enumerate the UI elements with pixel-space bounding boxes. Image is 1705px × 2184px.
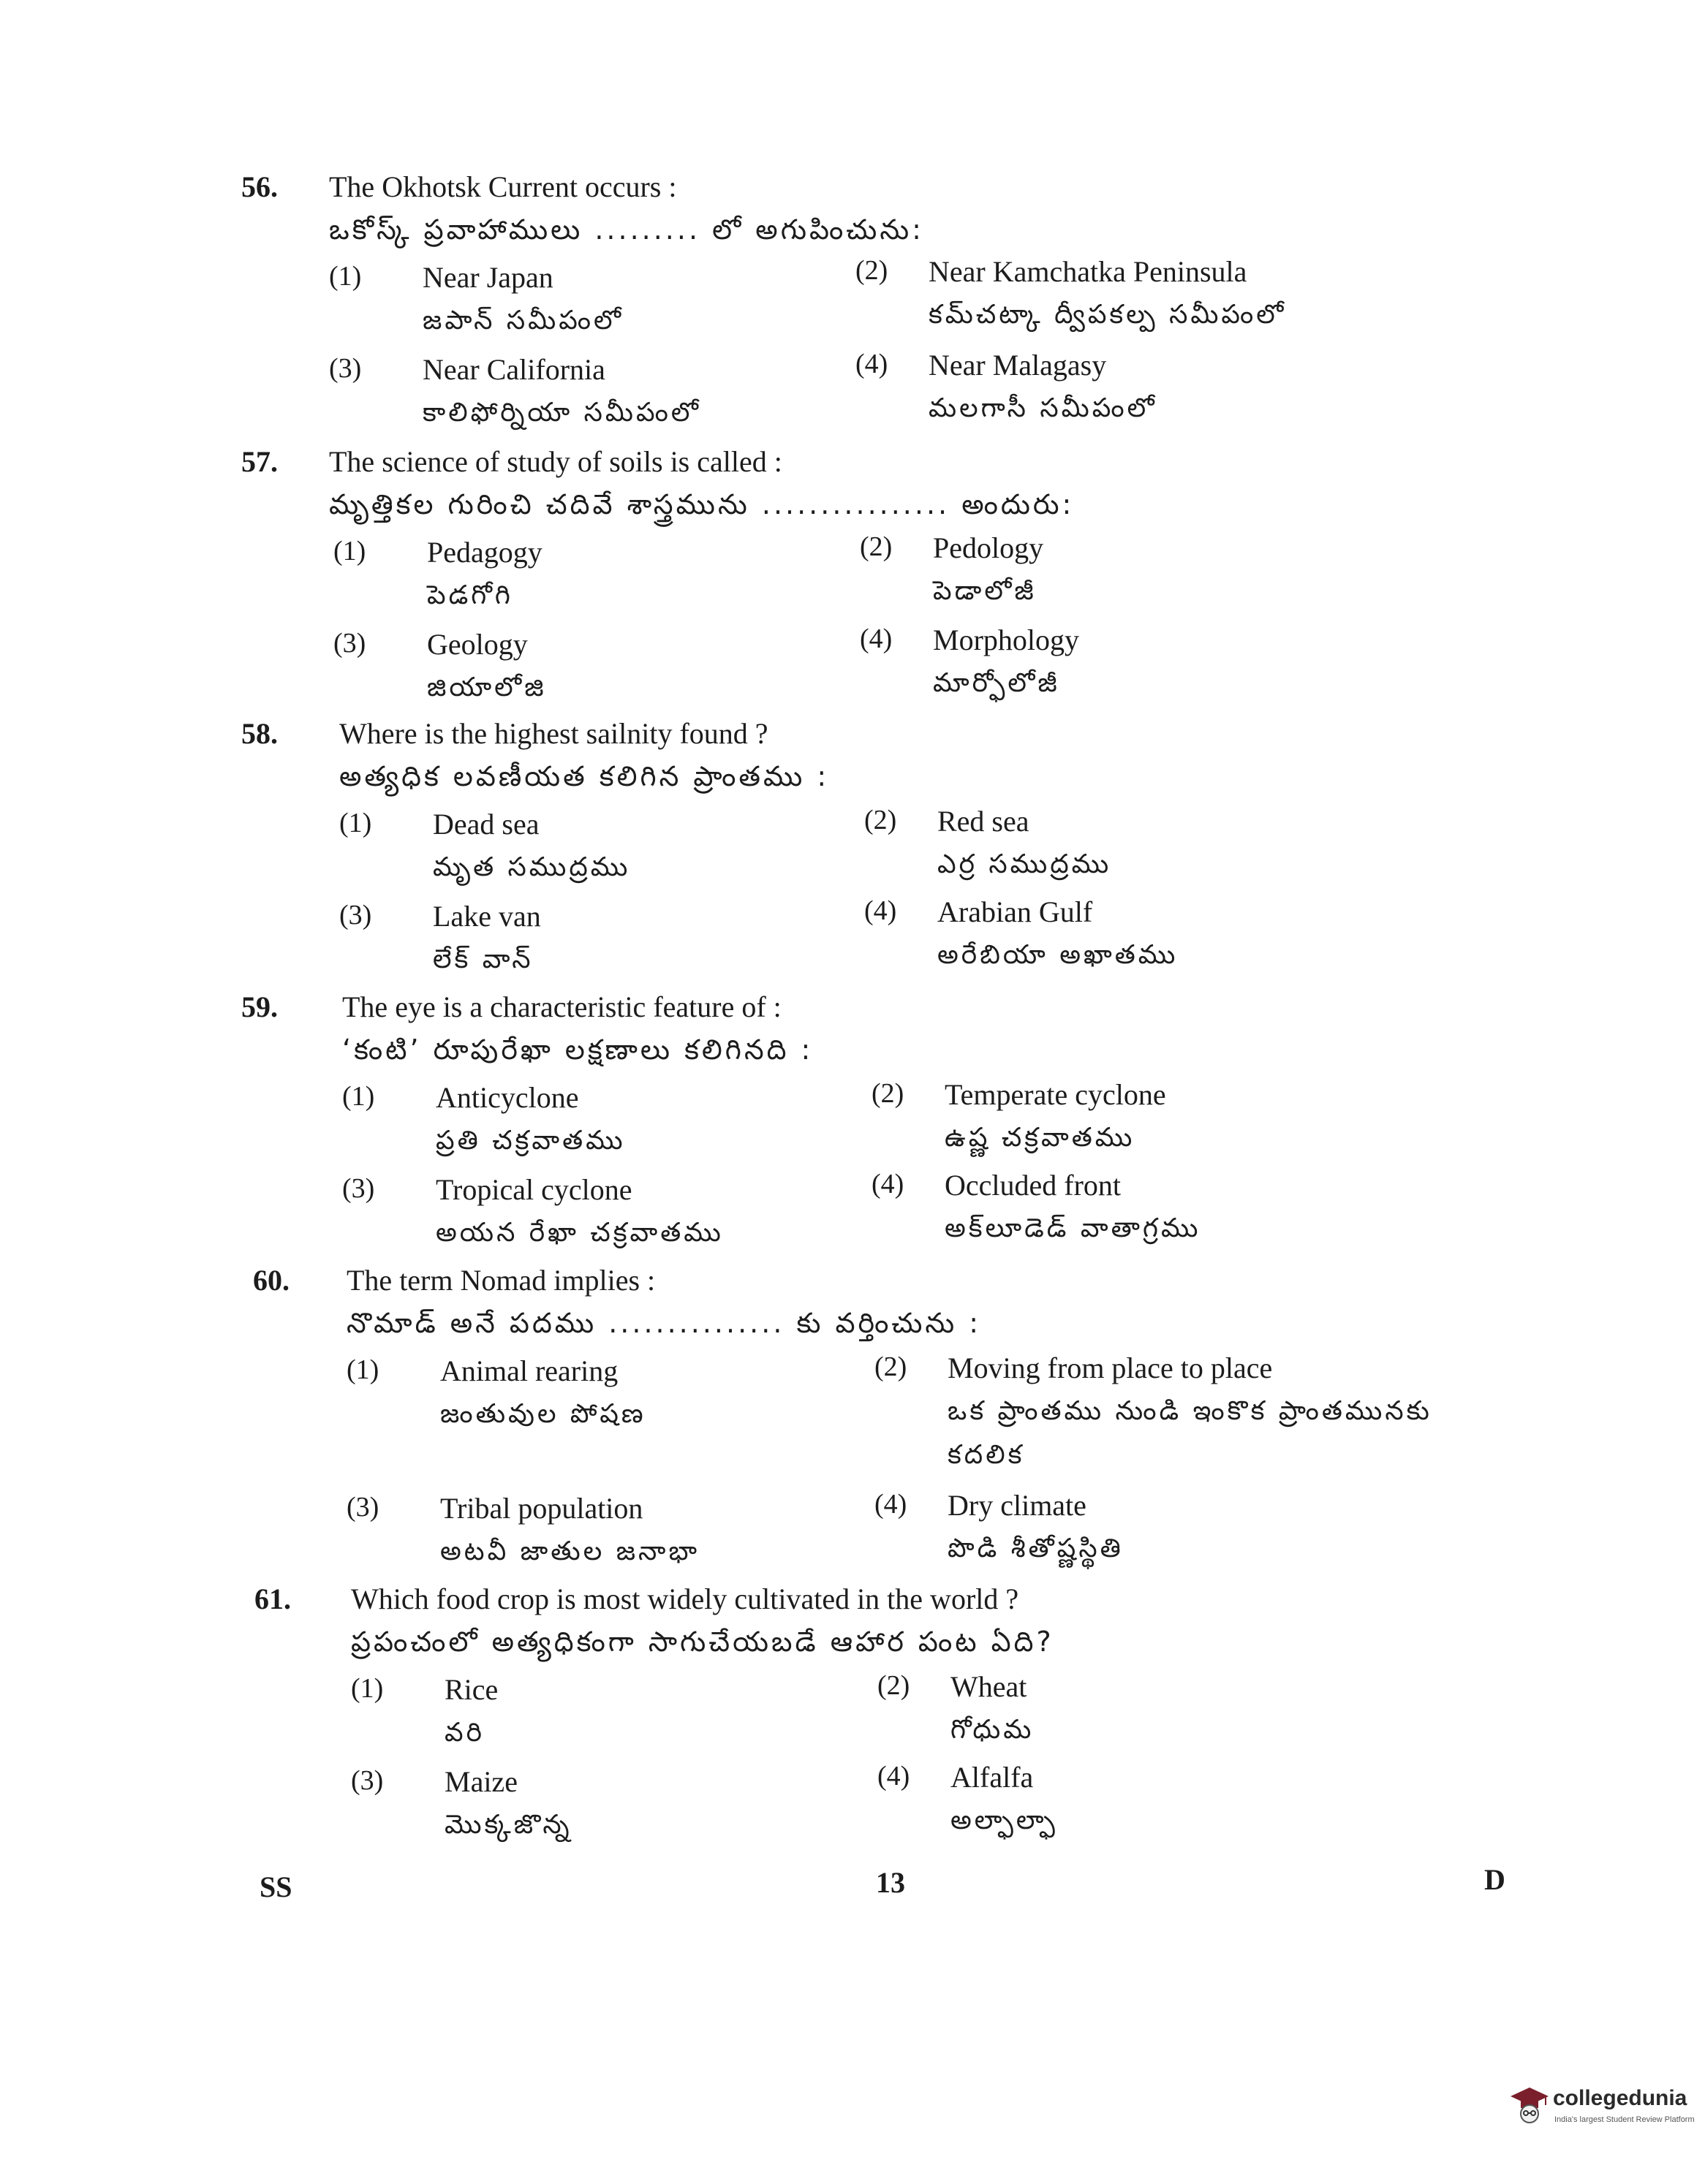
footer-subject-code: SS	[260, 1870, 292, 1903]
option-number: (1)	[342, 1081, 375, 1112]
option-number: (2)	[872, 1078, 904, 1109]
option-text-te: మలగాసీ సమీపంలో	[929, 393, 1157, 423]
question-text-en: Where is the highest sailnity found ?	[339, 717, 768, 750]
option-text-en: Geology	[427, 628, 528, 661]
question-number: 58.	[241, 717, 278, 750]
option-number: (2)	[874, 1351, 907, 1382]
option-number: (3)	[329, 353, 362, 384]
option-text-en: Pedology	[933, 531, 1044, 564]
option-number: (1)	[347, 1354, 379, 1385]
option-number: (3)	[333, 628, 366, 659]
option-text-te: ప్రతి చక్రవాతము	[436, 1126, 626, 1156]
question-text-en: Which food crop is most widely cultivated in the world ?	[351, 1582, 1019, 1615]
question-text-en: The term Nomad implies :	[347, 1264, 656, 1297]
option-text-en: Tropical cyclone	[436, 1173, 632, 1206]
brand-name: collegedunia	[1553, 2086, 1687, 2110]
brand-tagline: India's largest Student Review Platform	[1554, 2115, 1695, 2124]
option-text-en: Lake van	[433, 900, 541, 933]
option-number: (4)	[855, 349, 888, 379]
option-number: (4)	[860, 623, 893, 654]
option-text-en: Dry climate	[948, 1489, 1086, 1522]
question-number: 56.	[241, 170, 278, 203]
option-text-en: Tribal population	[440, 1492, 643, 1525]
option-text-en: Temperate cyclone	[945, 1078, 1166, 1111]
option-number: (2)	[855, 255, 888, 286]
option-text-te: జియాలోజి	[427, 672, 547, 702]
option-text-en: Alfalfa	[950, 1761, 1034, 1794]
option-number: (2)	[860, 531, 893, 562]
option-number: (1)	[339, 808, 372, 838]
graduate-icon	[1508, 2083, 1551, 2127]
option-text-te: మృత సముద్రము	[433, 852, 631, 882]
option-text-en: Occluded front	[945, 1169, 1122, 1202]
option-text-te: మార్ఫోలోజీ	[933, 668, 1060, 698]
option-text-te: పొడి శీతోష్ణస్థితి	[948, 1533, 1124, 1563]
option-number: (4)	[877, 1761, 910, 1791]
option-text-en: Near Japan	[423, 261, 553, 294]
option-text-te: జపాన్ సమీపంలో	[423, 306, 624, 335]
option-text-te: అక్‌లూడెడ్ వాతాగ్రము	[945, 1213, 1201, 1243]
option-number: (4)	[872, 1169, 904, 1199]
option-number: (1)	[329, 261, 362, 292]
option-number: (3)	[342, 1173, 375, 1204]
option-number: (1)	[333, 536, 366, 566]
option-text-te-continued: కదలిక	[948, 1440, 1025, 1470]
option-number: (3)	[351, 1765, 384, 1796]
option-text-en: Wheat	[950, 1670, 1027, 1703]
watermark-logo	[1508, 2076, 1695, 2142]
option-number: (3)	[347, 1492, 379, 1523]
option-text-te: గోధుమ	[950, 1715, 1035, 1745]
option-text-en: Morphology	[933, 623, 1079, 656]
option-number: (2)	[864, 805, 897, 835]
option-number: (2)	[877, 1670, 910, 1701]
question-text-en: The eye is a characteristic feature of :	[342, 990, 782, 1023]
option-text-te: ఒక ప్రాంతము నుండి ఇంకొక ప్రాంతమునకు	[948, 1396, 1432, 1426]
option-text-te: ఎర్ర సముద్రము	[937, 849, 1112, 879]
option-text-te: లేక్ వాన్	[433, 944, 534, 974]
option-text-en: Maize	[445, 1765, 518, 1798]
option-text-en: Moving from place to place	[948, 1351, 1273, 1384]
option-number: (4)	[864, 895, 897, 926]
option-text-te: మొక్కజొన్న	[445, 1810, 572, 1840]
option-text-en: Arabian Gulf	[937, 895, 1093, 928]
question-text-te: ప్రపంచంలో అత్యధికంగా సాగుచేయబడే ఆహార పంట ఏది?	[351, 1626, 1054, 1658]
option-text-te: ఉష్ణ చక్రవాతము	[945, 1123, 1135, 1153]
option-text-en: Anticyclone	[436, 1081, 579, 1114]
question-text-te: ‘కంటి’ రూపురేఖా లక్షణాలు కలిగినది :	[342, 1034, 814, 1066]
question-text-en: The science of study of soils is called :	[329, 445, 782, 478]
footer-series-code: D	[1484, 1863, 1505, 1896]
option-text-te: పెడగోగి	[427, 580, 513, 610]
option-text-en: Rice	[445, 1673, 499, 1706]
question-text-te: అత్యధిక లవణీయత కలిగిన ప్రాంతము :	[339, 760, 830, 792]
question-number: 59.	[241, 990, 278, 1023]
option-text-en: Pedagogy	[427, 536, 542, 569]
question-text-en: The Okhotsk Current occurs :	[329, 170, 677, 203]
option-text-te: అయన రేఖా చక్రవాతము	[436, 1218, 724, 1248]
option-text-en: Near California	[423, 353, 605, 386]
option-number: (1)	[351, 1673, 384, 1704]
option-text-en: Animal rearing	[440, 1354, 619, 1387]
option-text-te: వరి	[445, 1718, 485, 1748]
question-text-te: ఒకోస్క్ ప్రవాహాములు ......... లో అగుపించును:	[329, 213, 924, 246]
option-text-en: Near Malagasy	[929, 349, 1107, 382]
option-text-en: Dead sea	[433, 808, 540, 841]
question-text-te: నొమాడ్ అనే పదము ............... కు వర్తించును :	[347, 1307, 982, 1339]
option-text-te: పెడాలోజీ	[933, 576, 1037, 606]
question-number: 57.	[241, 445, 278, 478]
question-number: 61.	[254, 1582, 291, 1615]
option-text-en: Near Kamchatka Peninsula	[929, 255, 1247, 288]
option-text-te: అటవీ జాతుల జనాభా	[440, 1536, 700, 1566]
option-number: (3)	[339, 900, 372, 930]
option-text-te: జంతువుల పోషణ	[440, 1399, 646, 1429]
option-text-en: Red sea	[937, 805, 1029, 838]
option-text-te: అరేబియా అఖాతము	[937, 940, 1179, 970]
question-text-te: మృత్తికల గురించి చదివే శాస్త్రమును ................ అందురు:	[329, 488, 1075, 520]
option-text-te: అల్ఫాల్ఫా	[950, 1805, 1058, 1835]
option-text-te: కాలిఫోర్నియా సమీపంలో	[423, 398, 701, 428]
option-text-te: కమ్‌చట్కా ద్వీపకల్ప సమీపంలో	[929, 300, 1287, 330]
question-number: 60.	[253, 1264, 290, 1297]
page-number: 13	[876, 1866, 905, 1899]
option-number: (4)	[874, 1489, 907, 1520]
